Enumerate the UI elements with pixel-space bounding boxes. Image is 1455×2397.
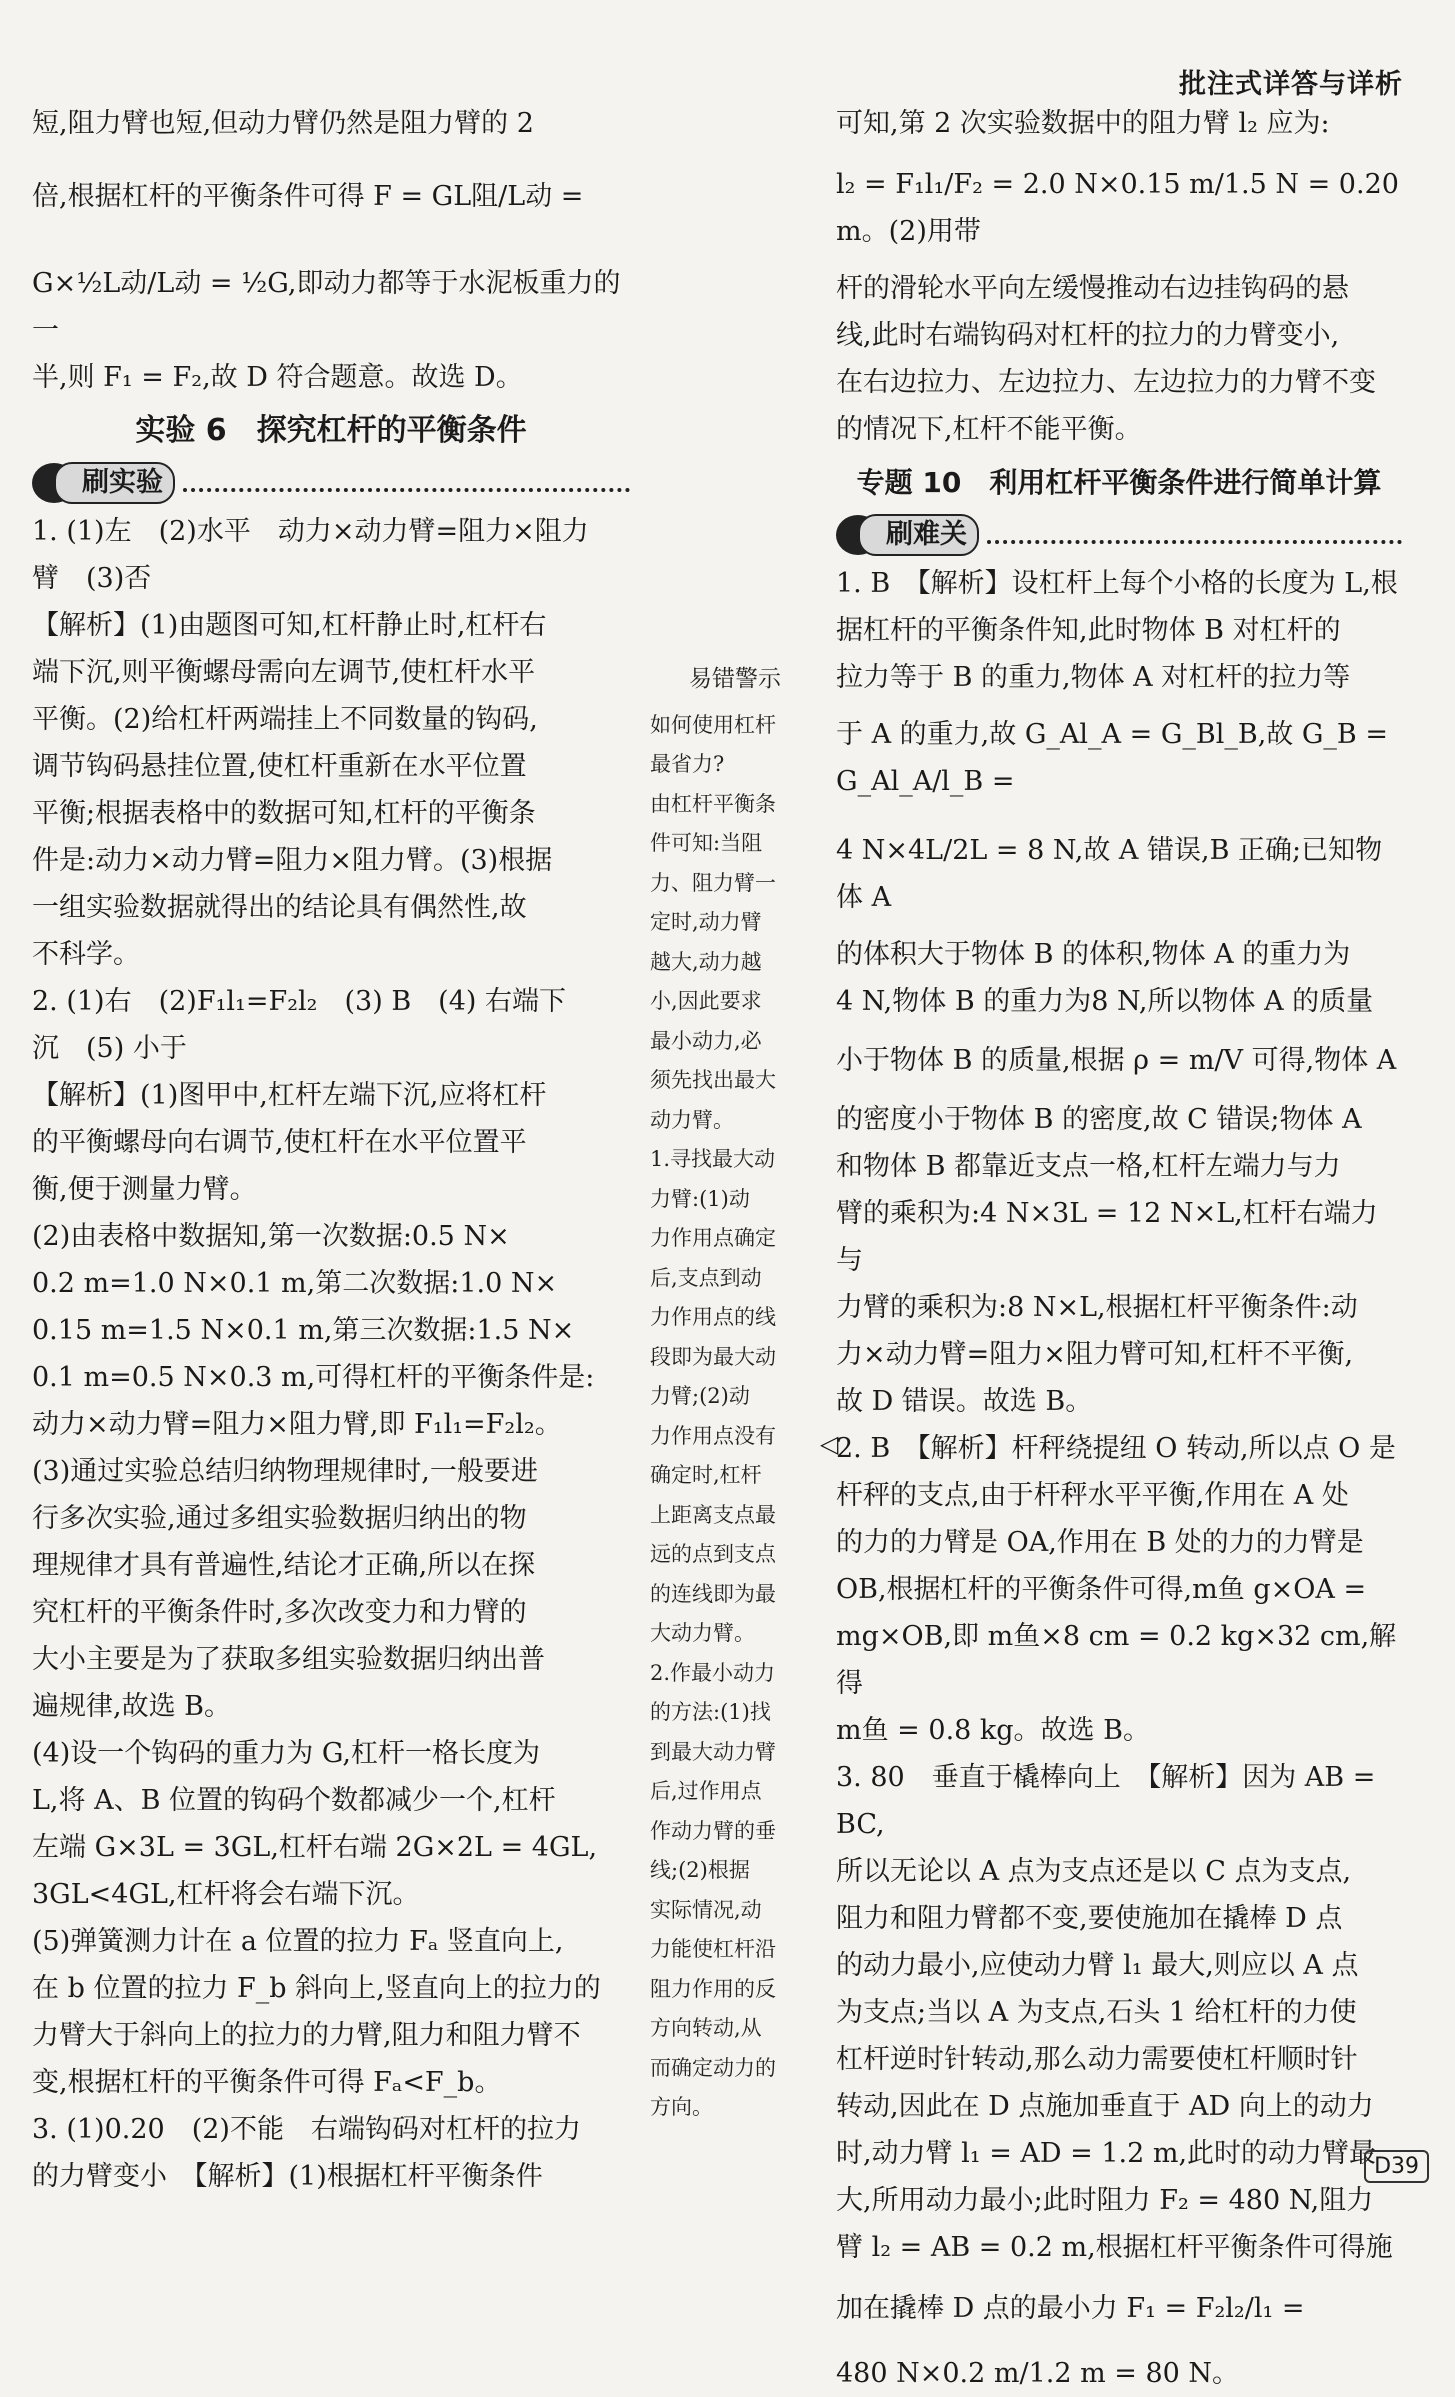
text-line: m鱼 = 0.8 kg。故选 B。 [836, 1715, 1150, 1746]
margin-note-line: 阻力作用的反 [650, 1976, 776, 2001]
margin-note [650, 660, 820, 2128]
margin-note-line: 力作用点没有 [650, 1423, 776, 1448]
text-line: 动力×动力臂=阻力×阻力臂,即 F₁l₁=F₂l₂。 [32, 1409, 562, 1440]
text-line: 为支点;当以 A 为支点,石头 1 给杠杆的力使 [836, 1997, 1357, 2028]
text-line: 的平衡螺母向右调节,使杠杆在水平位置平 [32, 1127, 527, 1158]
dotted-rule [987, 526, 1402, 544]
margin-note-line: 力、阻力臂一 [650, 870, 776, 895]
text-line: 衡,便于测量力臂。 [32, 1174, 257, 1205]
text-line: 0.15 m=1.5 N×0.1 m,第三次数据:1.5 N× [32, 1315, 575, 1346]
text-line: 力臂大于斜向上的拉力的力臂,阻力和阻力臂不 [32, 2020, 581, 2051]
margin-note-line: 小,因此要求 [650, 989, 762, 1013]
margin-note-line: 力作用点的线 [650, 1305, 776, 1329]
text-line: 遍规律,故选 B。 [32, 1691, 232, 1722]
margin-note-line: 方向转动,从 [650, 2016, 762, 2040]
text-line: 力臂的乘积为:8 N×L,根据杠杆平衡条件:动 [836, 1292, 1358, 1323]
section-title: 专题 10 利用杠杆平衡条件进行简单计算 [856, 466, 1382, 499]
text-line: l₂ = F₁l₁/F₂ = 2.0 N×0.15 m/1.5 N = 0.20 m。(2)用带 [836, 169, 1399, 247]
text-line: 可知,第 2 次实验数据中的阻力臂 l₂ 应为: [836, 108, 1330, 139]
text-line: G×½L动/L动 = ½G,即动力都等于水泥板重力的一 [32, 268, 621, 346]
text-line: 的密度小于物体 B 的密度,故 C 错误;物体 A [836, 1104, 1362, 1135]
text-line: 0.1 m=0.5 N×0.3 m,可得杠杆的平衡条件是: [32, 1362, 595, 1393]
section-title: 实验 6 探究杠杆的平衡条件 [135, 413, 527, 448]
margin-note-line: 的连线即为最 [650, 1581, 776, 1606]
margin-note-line: 越大,动力越 [650, 949, 762, 974]
text-line: 端下沉,则平衡螺母需向左调节,使杠杆水平 [32, 657, 536, 688]
dotted-rule [183, 474, 630, 492]
text-line: 的力的力臂是 OA,作用在 B 处的力的力臂是 [836, 1527, 1364, 1558]
text-line: 的动力最小,应使动力臂 l₁ 最大,则应以 A 点 [836, 1950, 1359, 1981]
margin-note-line: 确定时,杠杆 [650, 1463, 762, 1487]
text-line: 调节钩码悬挂位置,使杠杆重新在水平位置 [32, 751, 527, 782]
text-line: 小于物体 B 的质量,根据 ρ = m/V 可得,物体 A [836, 1045, 1397, 1076]
margin-note-line: 的方法:(1)找 [650, 1700, 771, 1724]
margin-note-line: 方向。 [650, 2095, 713, 2119]
text-line: 左端 G×3L = 3GL,杠杆右端 2G×2L = 4GL, [32, 1832, 598, 1863]
text-line: 于 A 的重力,故 G_Al_A = G_Bl_B,故 G_B = G_Al_A/l_B = [836, 719, 1388, 797]
margin-note-line: 后,支点到动 [650, 1265, 762, 1290]
text-line: 杆秤的支点,由于杆秤水平平衡,作用在 A 处 [836, 1480, 1349, 1511]
text-line: 和物体 B 都靠近支点一格,杠杆左端力与力 [836, 1151, 1341, 1182]
text-line: 0.2 m=1.0 N×0.1 m,第二次数据:1.0 N× [32, 1268, 558, 1299]
text-line: 时,动力臂 l₁ = AD = 1.2 m,此时的动力臂最 [836, 2138, 1377, 2169]
text-line: 4 N,物体 B 的重力为8 N,所以物体 A 的质量 [836, 986, 1374, 1017]
page-header-title: 批注式详答与详析 [1179, 69, 1403, 100]
text-line: 的情况下,杠杆不能平衡。 [836, 414, 1142, 445]
text-line: 加在撬棒 D 点的最小力 F₁ = F₂l₂/l₁ = [836, 2293, 1305, 2324]
text-line: 转动,因此在 D 点施加垂直于 AD 向上的动力 [836, 2091, 1374, 2122]
left-intro [32, 100, 630, 401]
text-line: 2. (1)右 (2)F₁l₁=F₂l₂ (3) B (4) 右端下 [32, 986, 566, 1017]
text-line: 臂 (3)否 [32, 563, 152, 594]
text-line: (5)弹簧测力计在 a 位置的拉力 Fₐ 竖直向上, [32, 1926, 564, 1957]
text-line: 1. (1)左 (2)水平 动力×动力臂=阻力×阻力 [32, 516, 589, 547]
text-line: 480 N×0.2 m/1.2 m = 80 N。 [836, 2358, 1240, 2389]
text-line: 倍,根据杠杆的平衡条件可得 F = GL阻/L动 = [32, 181, 584, 212]
text-line: 故 D 错误。故选 B。 [836, 1386, 1093, 1417]
section-banner [836, 514, 1402, 556]
margin-note-line: 力能使杠杆沿 [650, 1937, 776, 1961]
text-line: 究杠杆的平衡条件时,多次改变力和力臂的 [32, 1597, 527, 1628]
text-line: 3. 80 垂直于橇棒向上 【解析】因为 AB = BC, [836, 1762, 1376, 1840]
text-line: mg×OB,即 m鱼×8 cm = 0.2 kg×32 cm,解得 [836, 1621, 1397, 1699]
margin-note-line: 线;(2)根据 [650, 1858, 750, 1882]
text-line: 半,则 F₁ = F₂,故 D 符合题意。故选 D。 [32, 362, 523, 393]
text-line: 3. (1)0.20 (2)不能 右端钩码对杠杆的拉力 [32, 2114, 581, 2145]
text-line: 拉力等于 B 的重力,物体 A 对杠杆的拉力等 [836, 662, 1351, 693]
text-line: 【解析】(1)图甲中,杠杆左端下沉,应将杠杆 [32, 1080, 547, 1111]
banner-label: 刷难关 [858, 514, 979, 556]
text-line: 件是:动力×动力臂=阻力×阻力臂。(3)根据 [32, 845, 553, 876]
text-line: (2)由表格中数据知,第一次数据:0.5 N× [32, 1221, 510, 1252]
text-line: 短,阻力臂也短,但动力臂仍然是阻力臂的 2 [32, 108, 534, 139]
text-line: 4 N×4L/2L = 8 N,故 A 错误,B 正确;已知物体 A [836, 835, 1383, 913]
right-column [836, 100, 1402, 2397]
section-banner [32, 462, 630, 504]
text-line: L,将 A、B 位置的钩码个数都减少一个,杠杆 [32, 1785, 556, 1816]
margin-note-line: 大动力臂。 [650, 1621, 755, 1645]
text-line: 臂的乘积为:4 N×3L = 12 N×L,杠杆右端力与 [836, 1198, 1378, 1276]
text-line: 据杠杆的平衡条件知,此时物体 B 对杠杆的 [836, 615, 1341, 646]
margin-note-title: 易错警示 [689, 666, 781, 692]
margin-note-line: 上距离支点最 [650, 1502, 776, 1527]
text-line: 不科学。 [32, 939, 140, 970]
text-line: 2. B 【解析】杆秤绕提纽 O 转动,所以点 O 是 [836, 1433, 1396, 1464]
banner-label: 刷实验 [54, 462, 175, 504]
text-line: 杆的滑轮水平向左缓慢推动右边挂钩码的悬 [836, 273, 1349, 304]
text-line: OB,根据杠杆的平衡条件可得,m鱼 g×OA = [836, 1574, 1367, 1605]
margin-note-line: 件可知:当阻 [650, 831, 763, 855]
margin-note-line: 定时,动力臂 [650, 910, 762, 934]
text-line: 力×动力臂=阻力×阻力臂可知,杠杆不平衡, [836, 1339, 1354, 1370]
margin-note-line: 最省力? [650, 752, 725, 776]
text-line: 1. B 【解析】设杠杆上每个小格的长度为 L,根 [836, 568, 1398, 599]
text-line: 所以无论以 A 点为支点还是以 C 点为支点, [836, 1856, 1352, 1887]
text-line: 在 b 位置的拉力 F_b 斜向上,竖直向上的拉力的 [32, 1973, 601, 2004]
margin-note-line: 力臂;(2)动 [650, 1384, 750, 1408]
text-line: 3GL<4GL,杠杆将会右端下沉。 [32, 1879, 420, 1910]
text-line: 的力臂变小 【解析】(1)根据杠杆平衡条件 [32, 2161, 543, 2192]
left-column [32, 100, 630, 2200]
margin-note-line: 最小动力,必 [650, 1028, 762, 1053]
text-line: 行多次实验,通过多组实验数据归纳出的物 [32, 1503, 527, 1534]
margin-note-line: 实际情况,动 [650, 1897, 762, 1922]
margin-note-line: 力臂:(1)动 [650, 1186, 750, 1211]
text-line: 沉 (5) 小于 [32, 1033, 187, 1064]
text-line: 线,此时右端钩码对杠杆的拉力的力臂变小, [836, 320, 1340, 351]
margin-note-line: 后,过作用点 [650, 1779, 762, 1803]
margin-note-line: 2.作最小动力 [650, 1660, 776, 1685]
text-line: (4)设一个钩码的重力为 G,杠杆一格长度为 [32, 1738, 541, 1769]
margin-note-line: 动力臂。 [650, 1107, 734, 1132]
text-line: 阻力和阻力臂都不变,要使施加在撬棒 D 点 [836, 1903, 1343, 1934]
margin-note-line: 1.寻找最大动 [650, 1147, 776, 1171]
text-line: 大小主要是为了获取多组实验数据归纳出普 [32, 1644, 545, 1675]
right-items [836, 560, 1402, 2397]
text-line: 变,根据杠杆的平衡条件可得 Fₐ<F_b。 [32, 2067, 502, 2098]
text-line: 理规律才具有普遍性,结论才正确,所以在探 [32, 1550, 536, 1581]
margin-note-body [650, 706, 820, 2128]
left-items [32, 508, 630, 2200]
text-line: 一组实验数据就得出的结论具有偶然性,故 [32, 892, 527, 923]
text-line: 平衡。(2)给杠杆两端挂上不同数量的钩码, [32, 704, 538, 735]
margin-note-line: 作动力臂的垂 [650, 1818, 776, 1843]
margin-note-line: 到最大动力臂 [650, 1739, 776, 1764]
text-line: 的体积大于物体 B 的体积,物体 A 的重力为 [836, 939, 1351, 970]
text-line: (3)通过实验总结归纳物理规律时,一般要进 [32, 1456, 538, 1487]
margin-note-line: 远的点到支点 [650, 1542, 776, 1566]
page-number: D39 [1364, 2150, 1429, 2183]
margin-note-line: 如何使用杠杆 [650, 712, 776, 737]
margin-note-line: 段即为最大动 [650, 1344, 776, 1369]
margin-note-line: 由杠杆平衡条 [650, 791, 776, 816]
pointer-arrow-icon: ◁ [820, 1430, 839, 1458]
text-line: 【解析】(1)由题图可知,杠杆静止时,杠杆右 [32, 610, 547, 641]
text-line: 大,所用动力最小;此时阻力 F₂ = 480 N,阻力 [836, 2185, 1374, 2216]
text-line: 臂 l₂ = AB = 0.2 m,根据杠杆平衡条件可得施 [836, 2232, 1393, 2263]
margin-note-line: 而确定动力的 [650, 2055, 776, 2080]
right-intro [836, 100, 1402, 453]
text-line: 在右边拉力、左边拉力、左边拉力的力臂不变 [836, 367, 1376, 398]
margin-note-line: 须先找出最大 [650, 1068, 776, 1092]
text-line: 杠杆逆时针转动,那么动力需要使杠杆顺时针 [836, 2044, 1358, 2075]
text-line: 平衡;根据表格中的数据可知,杠杆的平衡条 [32, 798, 536, 829]
margin-note-line: 力作用点确定 [650, 1226, 776, 1250]
